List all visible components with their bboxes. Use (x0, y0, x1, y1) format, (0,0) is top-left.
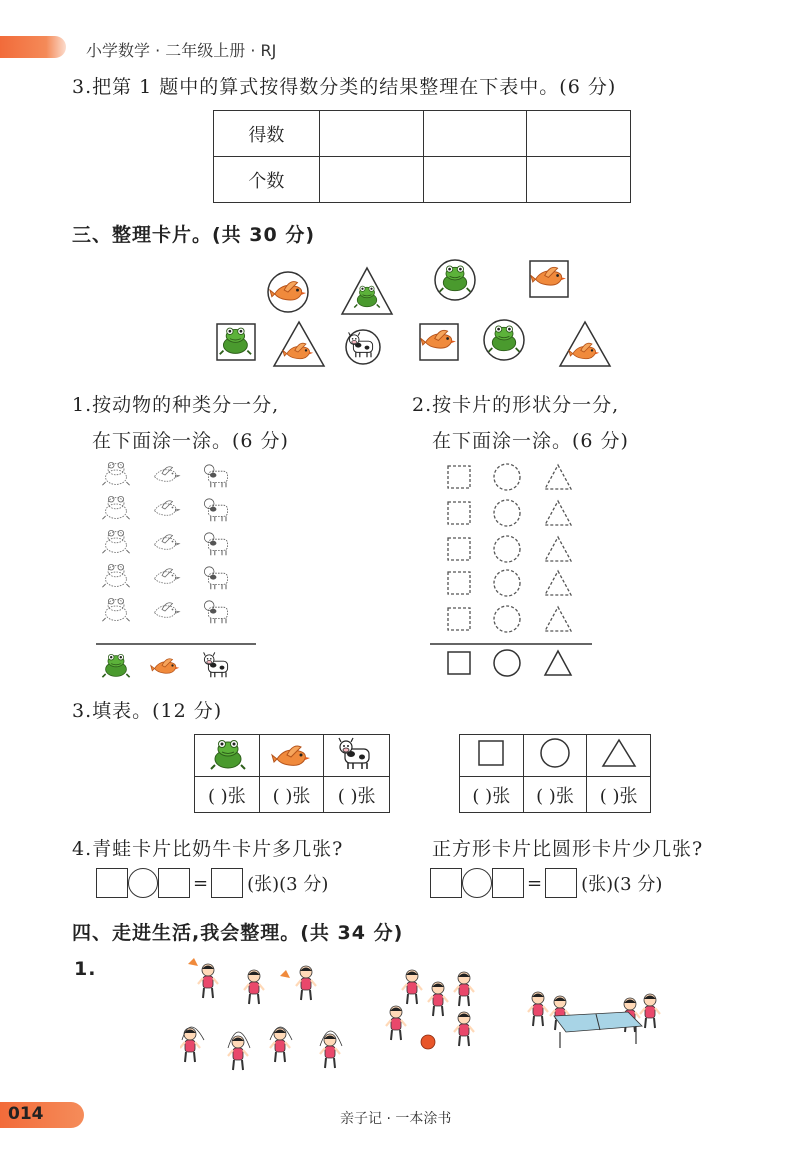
bird-count-cell[interactable]: ( )张 (259, 777, 324, 813)
circle-icon (541, 739, 569, 767)
unit-label: (张)(3 分) (581, 874, 663, 895)
result-table (213, 110, 631, 203)
sub4-right-question: 正方形卡片比圆形卡片少几张? (432, 838, 704, 860)
circle-cell (523, 735, 587, 777)
answer-box[interactable] (492, 868, 524, 898)
header-title: 小学数学 · 二年级上册 · RJ (86, 41, 277, 60)
frog-square-card (215, 322, 257, 362)
triangle-count-cell[interactable]: ( )张 (587, 777, 651, 813)
bird-icon (151, 659, 180, 674)
frog-triangle-card (340, 266, 394, 316)
left-equation (96, 868, 328, 898)
row-label-count: 个数 (214, 157, 320, 203)
answer-box[interactable] (158, 868, 190, 898)
bird-circle-card (266, 270, 310, 314)
row-label-score: 得数 (214, 111, 320, 157)
square-cell (460, 735, 524, 777)
bird-cell (259, 735, 324, 777)
frog-column (102, 462, 129, 621)
table-cell[interactable] (527, 111, 631, 157)
square-icon (479, 741, 503, 765)
shape-coloring-chart[interactable] (430, 462, 594, 682)
circle-icon (494, 650, 520, 676)
right-equation (430, 868, 662, 898)
frog-circle-card (433, 258, 477, 302)
footer-brand: 亲子记 · 一本涂书 (340, 1111, 452, 1127)
cow-circle-card (344, 328, 382, 366)
cow-count-cell[interactable]: ( )张 (324, 777, 390, 813)
bird-column (155, 467, 180, 618)
table-cell[interactable] (527, 157, 631, 203)
sub2-line2: 在下面涂一涂。(6 分) (432, 430, 629, 452)
animal-count-table (194, 734, 390, 813)
bird-triangle-card (272, 320, 326, 368)
children-table-tennis-illustration (524, 986, 664, 1052)
section-4-title: 四、走进生活,我会整理。(共 34 分) (72, 922, 404, 944)
sub1-line1: 1.按动物的种类分一分, (72, 394, 280, 416)
bird-square-card (528, 259, 570, 299)
triangle-cell (587, 735, 651, 777)
equals-sign: = (193, 872, 209, 894)
frog-circle-card-2 (482, 318, 526, 362)
frog-cell (195, 735, 260, 777)
bird-square-card-2 (418, 322, 460, 362)
table-cell[interactable] (423, 111, 527, 157)
unit-label: (张)(3 分) (247, 874, 329, 895)
table-cell[interactable] (319, 157, 423, 203)
answer-box[interactable] (545, 868, 577, 898)
circle-count-cell[interactable]: ( )张 (523, 777, 587, 813)
item-1-number: 1. (74, 958, 97, 980)
sub1-line2: 在下面涂一涂。(6 分) (92, 430, 289, 452)
triangle-icon (603, 740, 635, 766)
operator-circle[interactable] (462, 868, 492, 898)
table-cell[interactable] (423, 157, 527, 203)
frog-count-cell[interactable]: ( )张 (195, 777, 260, 813)
answer-box[interactable] (96, 868, 128, 898)
answer-box[interactable] (211, 868, 243, 898)
sub4-left-question: 4.青蛙卡片比奶牛卡片多几张? (72, 838, 344, 860)
table-cell[interactable] (319, 111, 423, 157)
animal-coloring-chart[interactable] (96, 458, 266, 686)
square-icon (448, 652, 470, 674)
children-basketball-illustration (380, 964, 490, 1056)
square-count-cell[interactable]: ( )张 (460, 777, 524, 813)
sub3-title: 3.填表。(12 分) (72, 700, 223, 722)
frog-icon (102, 654, 129, 677)
answer-box[interactable] (430, 868, 462, 898)
section-3-title: 三、整理卡片。(共 30 分) (72, 224, 316, 246)
sub2-line1: 2.按卡片的形状分一分, (412, 394, 620, 416)
triangle-icon (545, 651, 571, 675)
operator-circle[interactable] (128, 868, 158, 898)
cow-cell (324, 735, 390, 777)
header-band (0, 36, 66, 58)
equals-sign: = (527, 872, 543, 894)
question-3-top: 3.把第 1 题中的算式按得数分类的结果整理在下表中。(6 分) (72, 76, 617, 98)
children-dancing-jumprope-illustration (180, 956, 350, 1086)
shape-count-table (459, 734, 651, 813)
page-number: 014 (8, 1104, 44, 1124)
cow-icon (204, 652, 228, 677)
bird-triangle-card-2 (558, 320, 612, 368)
cow-column (204, 465, 227, 623)
